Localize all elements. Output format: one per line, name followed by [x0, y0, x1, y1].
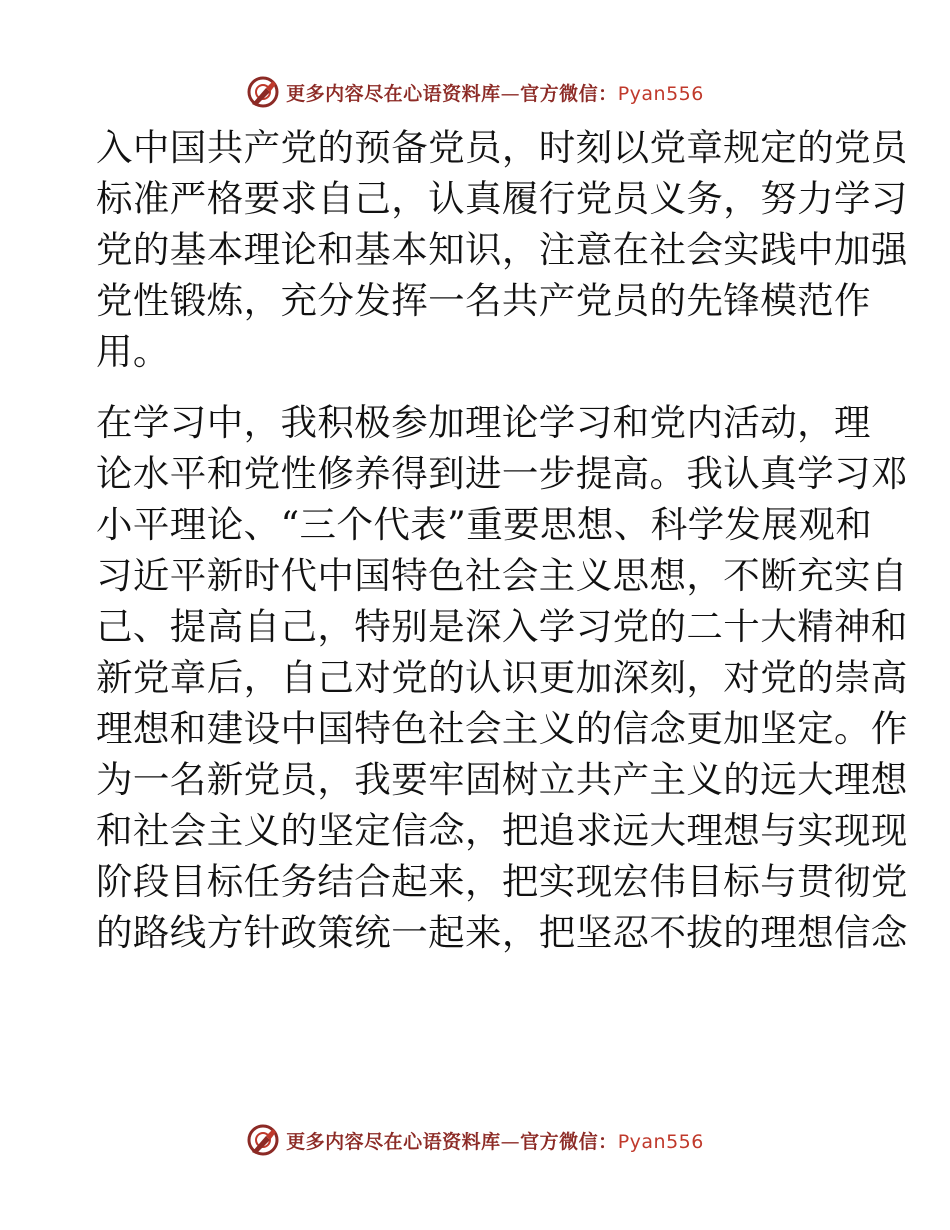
document-body [96, 122, 908, 958]
header-watermark [0, 72, 950, 112]
text-line: 党的基本理论和基本知识，注意在社会实践中加强 [96, 228, 908, 271]
text-line: 己、提高自己，特别是深入学习党的二十大精神和 [96, 605, 908, 648]
text-line: 小平理论、“三个代表”重要思想、科学发展观和 [96, 503, 873, 546]
paragraph [96, 397, 908, 958]
text-line: 和社会主义的坚定信念，把追求远大理想与实现现 [96, 809, 908, 852]
wechat-id: Pyan556 [617, 82, 704, 105]
text-line: 入中国共产党的预备党员，时刻以党章规定的党员 [96, 126, 908, 169]
site-name: 更多内容尽在心语资料库 [286, 82, 501, 105]
wechat-label: 官方微信： [520, 1130, 618, 1153]
paragraph [96, 122, 908, 377]
wechat-label: 官方微信： [520, 82, 618, 105]
pen-logo-icon [246, 1123, 280, 1157]
separator-dash: — [500, 1130, 521, 1153]
text-line: 标准严格要求自己，认真履行党员义务，努力学习 [96, 177, 908, 220]
text-line: 党性锻炼，充分发挥一名共产党员的先锋模范作 [96, 279, 871, 322]
text-line: 用。 [96, 330, 170, 373]
text-line: 习近平新时代中国特色社会主义思想，不断充实自 [96, 554, 908, 597]
text-line: 理想和建设中国特色社会主义的信念更加坚定。作 [96, 707, 908, 750]
wechat-id: Pyan556 [617, 1130, 704, 1153]
text-line: 新党章后，自己对党的认识更加深刻，对党的崇高 [96, 656, 908, 699]
text-line: 阶段目标任务结合起来，把实现宏伟目标与贯彻党 [96, 860, 908, 903]
pen-logo-icon [246, 75, 280, 109]
footer-watermark [0, 1120, 950, 1160]
header-watermark-text [286, 79, 704, 106]
text-line: 在学习中，我积极参加理论学习和党内活动，理 [96, 401, 871, 444]
footer-watermark-text [286, 1127, 704, 1154]
text-line: 为一名新党员，我要牢固树立共产主义的远大理想 [96, 758, 908, 801]
text-line: 的路线方针政策统一起来，把坚忍不拔的理想信念 [96, 911, 908, 954]
separator-dash: — [500, 82, 521, 105]
text-line: 论水平和党性修养得到进一步提高。我认真学习邓 [96, 452, 908, 495]
site-name: 更多内容尽在心语资料库 [286, 1130, 501, 1153]
